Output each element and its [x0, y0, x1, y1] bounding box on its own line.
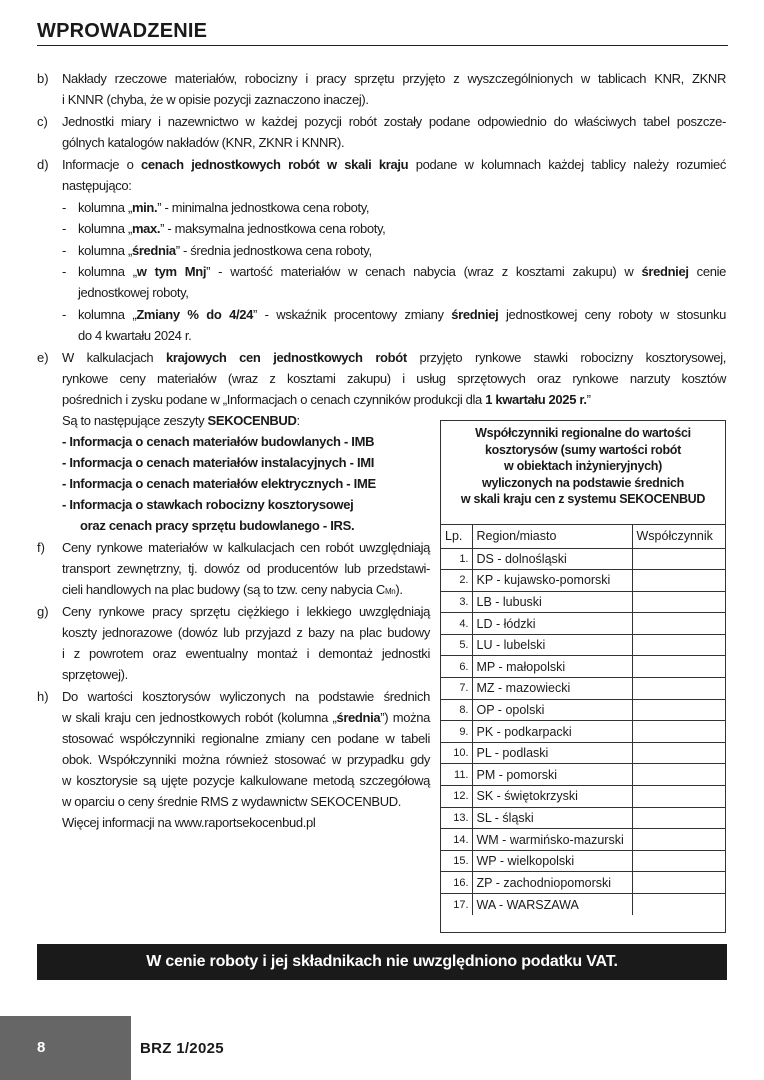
column-zmiany-desc: kolumna „Zmiany % do 4/24” - wskaźnik procentowy zmiany średniej jednostkowej ceny roboty w stosunku — [78, 307, 726, 322]
row-region: PK - podkarpacki — [472, 721, 632, 743]
page-number: 8 — [37, 1039, 46, 1056]
table-row — [441, 721, 725, 743]
row-coefficient — [632, 591, 725, 613]
table-row — [441, 548, 725, 570]
dash: - — [62, 307, 67, 322]
item-g-line2: koszty jednorazowe (dowóz lub przyjazd z bazy na plac budowy — [62, 625, 430, 640]
item-h-line5: w kosztorysie są ujęte pozycje kalkulowane metodą szczegółową — [62, 773, 430, 788]
item-f-line2: transport zewnętrzny, tj. dowóz od producentów lub przedstawi- — [62, 561, 430, 576]
column-header-coefficient: Współczynnik — [632, 524, 725, 548]
table-row — [441, 678, 725, 700]
table-title-line: kosztorysów (sumy wartości robót — [485, 442, 681, 457]
table-row — [441, 656, 725, 678]
table-title-line: w obiektach inżynieryjnych) — [504, 459, 662, 473]
dash: - — [62, 243, 67, 258]
column-header-region: Region/miasto — [472, 524, 632, 548]
row-coefficient — [632, 721, 725, 743]
item-h-line7: Więcej informacji na www.raportsekocenbud.pl — [62, 815, 316, 830]
column-srednia-desc: kolumna „średnia” - średnia jednostkowa cena roboty, — [78, 243, 372, 258]
column-mnj-desc-line2: jednostkowej roboty, — [78, 285, 189, 300]
item-g-line1: Ceny rynkowe pracy sprzętu ciężkiego i lekkiego uwzględniają — [62, 604, 430, 619]
item-d-line1: Informacje o cenach jednostkowych robót w skali kraju podane w kolumnach każdej tablicy należy rozumieć — [62, 157, 727, 172]
row-number: 9. — [441, 721, 472, 743]
row-coefficient — [632, 570, 725, 592]
table-row — [441, 570, 725, 592]
row-coefficient — [632, 613, 725, 635]
column-zmiany-desc-line2: do 4 kwartału 2024 r. — [78, 328, 192, 343]
item-g-line4: sprzętowej). — [62, 667, 128, 682]
column-max-desc: kolumna „max.” - maksymalna jednostkowa cena roboty, — [78, 221, 386, 236]
item-e-line1: W kalkulacjach krajowych cen jednostkowych robót przyjęto rynkowe stawki robocizny kosztorysowej, — [62, 350, 727, 365]
column-mnj-desc: kolumna „w tym Mnj” - wartość materiałów w cenach nabycia (wraz z kosztami zakupu) w średniej cenie — [78, 264, 727, 279]
vat-notice-banner: W cenie roboty i jej składnikach nie uwzględniono podatku VAT. — [37, 944, 727, 980]
item-e-line3: pośrednich i zysku podane w „Informacjach o cenach czynników produkcji dla 1 kwartału 2025 r.” — [62, 392, 591, 407]
dash: - — [62, 264, 67, 279]
row-number: 8. — [441, 699, 472, 721]
row-region: MZ - mazowiecki — [472, 678, 632, 700]
page-title: WPROWADZENIE — [37, 20, 208, 42]
row-number: 10. — [441, 742, 472, 764]
column-header-lp: Lp. — [441, 524, 472, 548]
item-label-b: b) — [37, 71, 49, 86]
item-label-e: e) — [37, 350, 49, 365]
row-number: 4. — [441, 613, 472, 635]
table-body — [441, 548, 725, 915]
row-coefficient — [632, 656, 725, 678]
row-coefficient — [632, 786, 725, 808]
row-coefficient — [632, 872, 725, 894]
row-number: 2. — [441, 570, 472, 592]
footer-page-box — [0, 1016, 131, 1080]
item-g-line3: i z powrotem oraz ewentualny montaż i demontaż jednostki — [62, 646, 430, 661]
zeszyt-imb: - Informacja o cenach materiałów budowlanych - IMB — [62, 434, 375, 449]
table-title-line: w skali kraju cen z systemu SEKOCENBUD — [460, 492, 706, 506]
table-row — [441, 764, 725, 786]
row-number: 1. — [441, 548, 472, 570]
row-number: 13. — [441, 807, 472, 829]
table-row — [441, 872, 725, 894]
row-coefficient — [632, 742, 725, 764]
row-region: PM - pomorski — [472, 764, 632, 786]
row-number: 17. — [441, 894, 472, 916]
row-region: KP - kujawsko-pomorski — [472, 570, 632, 592]
item-label-g: g) — [37, 604, 49, 619]
table-row — [441, 829, 725, 851]
dash: - — [62, 200, 67, 215]
row-region: LU - lubelski — [472, 634, 632, 656]
table-title — [441, 421, 725, 525]
zeszyt-irs: - Informacja o stawkach robocizny kosztorysowej — [62, 497, 354, 512]
item-h-line2: w skali kraju cen jednostkowych robót (kolumna „średnia”) można — [62, 710, 430, 725]
table-row — [441, 591, 725, 613]
row-number: 15. — [441, 850, 472, 872]
row-number: 16. — [441, 872, 472, 894]
zeszyt-ime: - Informacja o cenach materiałów elektrycznych - IME — [62, 476, 376, 491]
item-f-line1: Ceny rynkowe materiałów w kalkulacjach cen robót uwzględniają — [62, 540, 430, 555]
item-c-line1: Jednostki miary i nazewnictwo w każdej pozycji robót zostały podane odpowiednio do właściwych tabel poszcze- — [62, 114, 726, 129]
row-coefficient — [632, 807, 725, 829]
item-e-line4: Są to następujące zeszyty SEKOCENBUD: — [62, 413, 300, 428]
issue-label: BRZ 1/2025 — [140, 1040, 224, 1057]
row-number: 5. — [441, 634, 472, 656]
row-region: SL - śląski — [472, 807, 632, 829]
coefficients-grid — [441, 524, 725, 915]
table-title-line: wyliczonych na podstawie średnich — [482, 475, 684, 490]
row-region: DS - dolnośląski — [472, 548, 632, 570]
row-region: SK - świętokrzyski — [472, 786, 632, 808]
regional-coefficients-table — [440, 420, 726, 933]
item-label-d: d) — [37, 157, 49, 172]
table-row — [441, 634, 725, 656]
table-row — [441, 850, 725, 872]
table-row — [441, 894, 725, 916]
row-number: 6. — [441, 656, 472, 678]
table-row — [441, 786, 725, 808]
row-coefficient — [632, 764, 725, 786]
row-region: PL - podlaski — [472, 742, 632, 764]
zeszyt-irs-line2: oraz cenach pracy sprzętu budowlanego - IRS. — [80, 518, 355, 533]
zeszyt-imi: - Informacja o cenach materiałów instalacyjnych - IMI — [62, 455, 375, 470]
table-row — [441, 807, 725, 829]
row-region: LD - łódzki — [472, 613, 632, 635]
row-region: MP - małopolski — [472, 656, 632, 678]
row-coefficient — [632, 678, 725, 700]
item-d-line2: następująco: — [62, 178, 132, 193]
item-h-line4: obok. Współczynniki można również stosować w przypadku gdy — [62, 752, 430, 767]
item-h-line3: stosować współczynniki regionalne zmiany cen podane w tabeli — [62, 731, 430, 746]
header-rule — [37, 45, 728, 46]
row-number: 3. — [441, 591, 472, 613]
row-coefficient — [632, 850, 725, 872]
row-coefficient — [632, 634, 725, 656]
row-region: WA - WARSZAWA — [472, 894, 632, 916]
table-row — [441, 699, 725, 721]
item-b-line2: i KNNR (chyba, że w opisie pozycji zaznaczono inaczej). — [62, 92, 369, 107]
item-label-h: h) — [37, 689, 49, 704]
item-f-line3: cieli handlowych na plac budowy (są to tzw. ceny nabycia CMn). — [62, 582, 403, 597]
row-region: WP - wielkopolski — [472, 850, 632, 872]
item-e-line2: rynkowe ceny materiałów (wraz z kosztami zakupu) i usług sprzętowych oraz rynkowe narzuty kosztów — [62, 371, 726, 386]
row-region: OP - opolski — [472, 699, 632, 721]
row-coefficient — [632, 548, 725, 570]
table-title-line: Współczynniki regionalne do wartości — [475, 426, 691, 440]
row-coefficient — [632, 699, 725, 721]
row-number: 7. — [441, 678, 472, 700]
dash: - — [62, 221, 67, 236]
item-h-line6: w oparciu o ceny średnie RMS z wydawnictw SEKOCENBUD. — [62, 794, 402, 809]
row-number: 14. — [441, 829, 472, 851]
table-row — [441, 742, 725, 764]
column-min-desc: kolumna „min.” - minimalna jednostkowa cena roboty, — [78, 200, 370, 215]
row-region: WM - warmińsko-mazurski — [472, 829, 632, 851]
row-number: 11. — [441, 764, 472, 786]
item-h-line1: Do wartości kosztorysów wyliczonych na podstawie średnich — [62, 689, 430, 704]
item-label-f: f) — [37, 540, 45, 555]
row-number: 12. — [441, 786, 472, 808]
table-header-row — [441, 524, 725, 548]
row-coefficient — [632, 829, 725, 851]
row-region: LB - lubuski — [472, 591, 632, 613]
item-label-c: c) — [37, 114, 48, 129]
row-region: ZP - zachodniopomorski — [472, 872, 632, 894]
item-b-line1: Nakłady rzeczowe materiałów, robocizny i pracy sprzętu przyjęto z wyszczególnionych w tablicach KNR, ZKNR — [62, 71, 726, 86]
row-coefficient — [632, 894, 725, 916]
item-c-line2: gólnych katalogów nakładów (KNR, ZKNR i KNNR). — [62, 135, 345, 150]
table-row — [441, 613, 725, 635]
